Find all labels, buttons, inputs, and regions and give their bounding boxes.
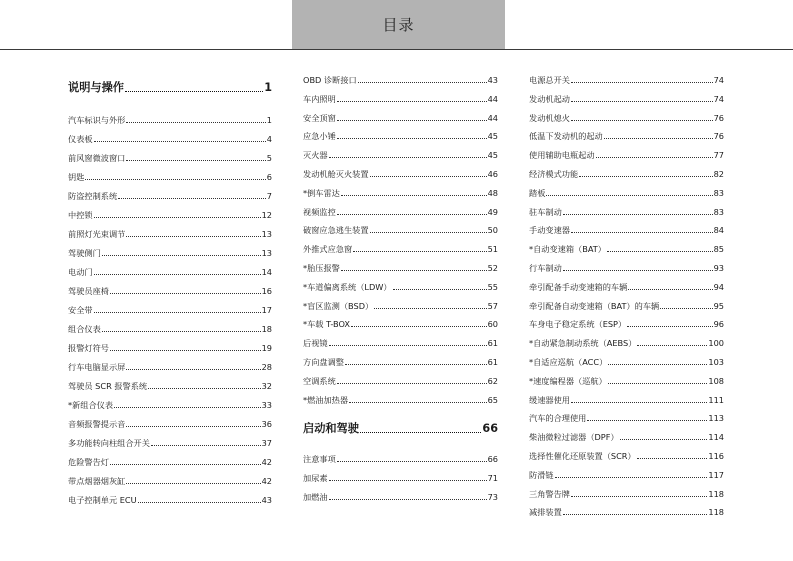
toc-entry-title: 驾驶侧门 [68,248,101,258]
toc-entry[interactable] [529,317,724,329]
toc-entry[interactable] [303,355,498,367]
dot-leader [151,445,261,446]
toc-entry-page: 60 [487,319,498,330]
toc-entry[interactable] [529,148,724,160]
toc-entry-title: 行车电脑显示屏 [68,362,126,372]
dot-leader [329,499,487,500]
toc-entry[interactable] [303,148,498,160]
toc-entry-page: 61 [487,338,498,349]
toc-entry[interactable] [529,205,724,217]
toc-entry-page: 82 [713,169,724,179]
toc-entry[interactable] [303,280,498,292]
toc-entry-page: 114 [708,432,724,443]
toc-entry[interactable] [529,186,724,198]
toc-entry[interactable] [68,208,272,220]
toc-entry-page: 118 [708,488,724,499]
toc-entry-title: 车内照明 [303,93,336,104]
toc-column-2 [303,0,498,561]
toc-entry-page: 14 [261,267,272,277]
dot-leader [374,308,486,309]
dot-leader [393,289,487,290]
dot-leader [353,251,486,252]
toc-entry[interactable] [68,322,272,334]
dot-leader [587,420,707,421]
toc-entry-page: 93 [713,263,724,273]
dot-leader [94,312,261,313]
toc-entry[interactable] [303,490,498,502]
toc-entry-title: 行车制动 [529,263,562,273]
toc-entry[interactable] [68,189,272,201]
toc-entry-page: 74 [713,93,724,104]
dot-leader [607,251,713,252]
toc-entry[interactable] [68,379,272,391]
toc-entry-title: *盲区监测（BSD） [303,300,374,311]
dot-leader [571,120,713,121]
toc-entry[interactable] [68,474,272,486]
toc-entry[interactable] [303,73,498,85]
toc-entry[interactable] [68,436,272,448]
dot-leader [337,138,487,139]
toc-entry-page: 4 [266,134,272,144]
dot-leader [351,326,487,327]
dot-leader [110,464,261,465]
toc-entry[interactable] [529,111,724,123]
dot-leader [563,270,713,271]
toc-entry[interactable] [303,129,498,141]
toc-section-heading[interactable] [303,420,498,435]
toc-entry[interactable] [529,280,724,292]
toc-entry-page: 1 [266,115,272,125]
toc-entry-title: 空调系统 [303,375,336,386]
toc-entry-page: 100 [708,338,724,349]
toc-entry[interactable] [303,317,498,329]
toc-entry[interactable] [68,455,272,467]
dot-leader [148,388,260,389]
toc-entry-title: 加燃油 [303,491,328,502]
toc-entry[interactable] [303,92,498,104]
dot-leader [110,293,261,294]
toc-entry[interactable] [529,336,724,348]
dot-leader [349,402,487,403]
toc-entry-title: 说明与操作 [68,81,124,94]
toc-entry-page: 42 [261,457,272,467]
dot-leader [571,232,713,233]
toc-entry-title: 方向盘调整 [303,357,344,367]
toc-entry-title: 组合仪表 [68,324,101,334]
toc-entry-title: 报警灯符号 [68,343,109,353]
toc-entry-page: 28 [261,362,272,372]
toc-entry-page: 77 [713,150,724,161]
dot-leader [125,91,263,92]
dot-leader [604,138,713,139]
toc-entry-page: 16 [261,286,272,296]
dot-leader [358,82,487,83]
dot-leader [596,157,713,158]
toc-entry[interactable] [529,374,724,386]
toc-entry[interactable] [529,505,724,517]
toc-entry-title: *速度编程器（巡航） [529,375,607,386]
toc-entry-page: 94 [713,281,724,292]
toc-entry-title: *车载 T-BOX [303,319,350,330]
toc-entry[interactable] [68,341,272,353]
toc-entry-page: 5 [266,153,272,163]
toc-entry[interactable] [68,151,272,163]
dot-leader [126,122,265,123]
toc-entry-title: 使用辅助电瓶起动 [529,150,595,161]
toc-section-heading[interactable] [68,79,272,94]
toc-entry[interactable] [303,223,498,235]
toc-entry-title: *新组合仪表 [68,400,114,410]
toc-entry-page: 71 [487,472,498,483]
toc-entry-title: 驾驶员座椅 [68,286,109,296]
toc-entry-title: 前照灯光束调节 [68,229,126,239]
toc-entry-page: 52 [487,263,498,273]
toc-entry[interactable] [529,73,724,85]
toc-entry-title: 汽车的合理使用 [529,413,587,424]
toc-entry-page: 17 [261,305,272,315]
dot-leader [637,345,707,346]
dot-leader [329,480,487,481]
dot-leader [637,458,708,459]
dot-leader [370,232,487,233]
toc-entry-page: 117 [708,469,724,480]
toc-entry-title: 带点烟器烟灰缸 [68,476,126,486]
toc-entry-title: 经济模式功能 [529,169,579,179]
toc-entry-title: 电动门 [68,267,93,277]
toc-entry-page: 84 [713,225,724,236]
dot-leader [660,308,712,309]
toc-entry-page: 43 [487,75,498,85]
dot-leader [341,195,487,196]
toc-entry[interactable] [303,299,498,311]
dot-leader [138,502,261,503]
toc-entry-page: 118 [708,507,724,518]
toc-entry-title: 钥匙 [68,172,85,182]
toc-entry[interactable] [68,246,272,258]
toc-entry-page: 19 [261,343,272,353]
toc-entry-title: 安全带 [68,305,93,315]
toc-entry-title: 音频报警提示音 [68,419,126,429]
toc-entry-page: 7 [266,191,272,201]
toc-entry-title: 安全顶窗 [303,112,336,123]
toc-entry-page: 33 [261,400,272,410]
toc-entry[interactable] [529,430,724,442]
toc-entry[interactable] [529,167,724,179]
dot-leader [571,101,713,102]
toc-entry[interactable] [529,449,724,461]
toc-entry-title: 缓速器使用 [529,394,570,405]
dot-leader [102,331,261,332]
toc-column-1 [68,0,272,561]
toc-column-3 [529,0,724,561]
toc-entry-title: 灭火器 [303,150,328,161]
toc-entry-title: 发动机起动 [529,93,570,104]
toc-entry[interactable] [529,92,724,104]
toc-entry-title: 牵引配备自动变速箱（BAT）的车辆 [529,300,660,311]
toc-entry[interactable] [68,493,272,505]
toc-entry-page: 95 [713,300,724,311]
toc-entry[interactable] [68,417,272,429]
toc-entry-title: 视频监控 [303,206,336,217]
toc-entry-page: 62 [487,375,498,386]
toc-entry[interactable] [529,242,724,254]
toc-entry[interactable] [68,132,272,144]
toc-entry-title: 加尿素 [303,472,328,483]
dot-leader [571,82,713,83]
dot-leader [546,195,712,196]
toc-entry-page: 51 [487,244,498,255]
toc-entry-title: 电子控制单元 ECU [68,495,137,505]
dot-leader [563,214,713,215]
toc-entry-page: 48 [487,187,498,198]
toc-entry[interactable] [529,299,724,311]
toc-entry[interactable] [303,471,498,483]
toc-entry[interactable] [303,452,498,464]
toc-entry-page: 55 [487,281,498,292]
dot-leader [628,289,712,290]
toc-entry-title: 前风窗微波窗口 [68,153,126,163]
page-title: 目录 [382,16,415,34]
dot-leader [94,141,266,142]
dot-leader [608,364,707,365]
toc-entry-page: 83 [713,206,724,217]
toc-entry-title: *自动变速箱（BAT） [529,244,606,255]
toc-entry-page: 50 [487,225,498,236]
toc-entry-page: 44 [487,93,498,104]
toc-entry[interactable] [529,261,724,273]
toc-entry-page: 13 [261,229,272,239]
dot-leader [337,120,487,121]
toc-entry-page: 83 [713,187,724,198]
dot-leader [563,514,708,515]
toc-entry-title: 牵引配备手动变速箱的车辆 [529,281,628,292]
toc-entry-title: 注意事项 [303,454,336,464]
dot-leader [571,402,707,403]
toc-entry-title: *车道偏离系统（LDW） [303,281,392,292]
dot-leader [608,383,708,384]
dot-leader [337,214,487,215]
toc-entry[interactable] [303,167,498,179]
toc-entry[interactable] [303,111,498,123]
toc-entry-title: 电源总开关 [529,75,570,85]
dot-leader [579,176,712,177]
toc-entry[interactable] [68,398,272,410]
toc-entry-page: 74 [713,75,724,85]
toc-entry-page: 37 [261,438,272,448]
toc-entry-title: 防盗控制系统 [68,191,118,201]
dot-leader [126,160,265,161]
dot-leader [337,461,487,462]
toc-entry-page: 116 [708,451,724,461]
dot-leader [126,426,260,427]
toc-entry-title: *倒车雷达 [303,187,340,198]
dot-leader [126,483,260,484]
toc-entry-page: 85 [713,244,724,255]
toc-entry-page: 44 [487,112,498,123]
toc-entry-page: 108 [708,375,724,386]
toc-entry-title: *燃油加热器 [303,394,349,405]
toc-entry[interactable] [529,223,724,235]
toc-entry-page: 66 [487,454,498,464]
toc-entry-title: OBD 诊断接口 [303,75,357,85]
dot-leader [337,383,487,384]
dot-leader [555,477,708,478]
toc-entry-title: *自适应巡航（ACC） [529,357,608,367]
dot-leader [102,255,261,256]
toc-entry-title: 车身电子稳定系统（ESP） [529,319,627,330]
toc-entry-page: 12 [261,210,272,220]
toc-entry[interactable] [303,205,498,217]
toc-entry-title: 应急小锤 [303,131,336,142]
toc-entry-title: 柴油微粒过滤器（DPF） [529,432,619,443]
dot-leader [126,369,260,370]
toc-entry-page: 65 [487,394,498,405]
dot-leader [126,236,260,237]
toc-entry-title: 驻车制动 [529,206,562,217]
toc-entry-page: 96 [713,319,724,330]
toc-entry-title: 三角警告牌 [529,488,570,499]
toc-entry-title: 多功能转向柱组合开关 [68,438,150,448]
toc-entry-page: 66 [482,422,498,435]
toc-entry-page: 76 [713,131,724,142]
dot-leader [329,157,487,158]
toc-entry-title: 选择性催化还原装置（SCR） [529,451,636,461]
toc-entry[interactable] [303,242,498,254]
toc-entry-title: 中控锁 [68,210,93,220]
toc-entry[interactable] [68,284,272,296]
toc-entry[interactable] [303,374,498,386]
toc-entry-page: 111 [708,394,724,405]
dot-leader [85,179,265,180]
toc-entry-title: 危险警告灯 [68,457,109,467]
toc-entry-page: 46 [487,169,498,179]
toc-entry-title: 仪表板 [68,134,93,144]
dot-leader [114,407,261,408]
toc-entry-page: 61 [487,357,498,367]
dot-leader [360,432,481,433]
toc-entry-page: 45 [487,131,498,142]
toc-entry[interactable] [68,227,272,239]
dot-leader [345,364,487,365]
toc-entry[interactable] [529,355,724,367]
toc-entry-page: 1 [264,81,272,94]
dot-leader [620,439,708,440]
toc-entry-title: *自动紧急制动系统（AEBS） [529,338,637,349]
dot-leader [329,345,487,346]
toc-entry-page: 76 [713,112,724,123]
toc-entry[interactable] [529,393,724,405]
dot-leader [110,350,261,351]
toc-entry[interactable] [529,487,724,499]
toc-entry-page: 13 [261,248,272,258]
toc-entry-page: 49 [487,206,498,217]
toc-entry[interactable] [68,113,272,125]
toc-entry-title: 驾驶员 SCR 报警系统 [68,381,148,391]
toc-entry-title: 发动机舱灭火装置 [303,169,369,179]
toc-entry[interactable] [529,411,724,423]
toc-entry[interactable] [303,336,498,348]
toc-entry[interactable] [303,393,498,405]
toc-entry-page: 36 [261,419,272,429]
toc-entry-page: 103 [708,357,724,367]
toc-entry-page: 6 [266,172,272,182]
dot-leader [370,176,487,177]
dot-leader [118,198,266,199]
toc-entry[interactable] [68,303,272,315]
toc-entry-title: 破窗应急逃生装置 [303,225,369,236]
toc-entry-page: 113 [708,413,724,424]
toc-entry-page: 42 [261,476,272,486]
toc-entry[interactable] [68,170,272,182]
toc-entry-title: 发动机熄火 [529,112,570,123]
toc-entry-title: 低温下发动机的起动 [529,131,603,142]
dot-leader [341,270,487,271]
toc-entry-title: 后视镜 [303,338,328,349]
dot-leader [94,217,261,218]
toc-entry[interactable] [68,265,272,277]
toc-entry[interactable] [529,129,724,141]
dot-leader [94,274,261,275]
toc-entry-title: 踏板 [529,187,546,198]
toc-entry-page: 45 [487,150,498,161]
toc-entry[interactable] [68,360,272,372]
dot-leader [571,496,707,497]
toc-entry-title: 汽车标识与外形 [68,115,126,125]
dot-leader [337,101,487,102]
dot-leader [627,326,712,327]
toc-entry-page: 73 [487,491,498,502]
toc-entry-page: 18 [261,324,272,334]
toc-entry-title: 防滑链 [529,469,554,480]
toc-entry-title: *胎压报警 [303,263,340,273]
toc-entry-title: 减排装置 [529,507,562,518]
toc-entry-page: 32 [261,381,272,391]
toc-entry-page: 57 [487,300,498,311]
toc-entry-page: 43 [261,495,272,505]
toc-entry-title: 启动和驾驶 [303,422,359,435]
toc-entry[interactable] [529,468,724,480]
toc-entry[interactable] [303,261,498,273]
toc-entry-title: 外推式应急窗 [303,244,353,255]
toc-entry[interactable] [303,186,498,198]
toc-entry-title: 手动变速器 [529,225,570,236]
